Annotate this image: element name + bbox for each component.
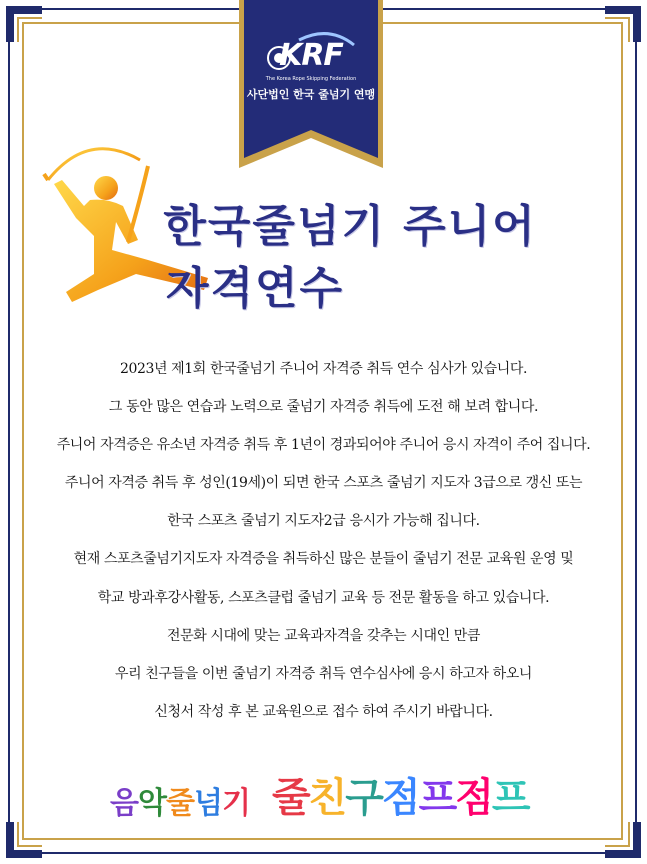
page-title: 한국줄넘기 주니어 (163, 201, 537, 252)
krf-logo-text: KRF (279, 38, 343, 73)
brand-jul-chingu-jump-jump: 줄친구점프점프 (272, 775, 529, 821)
corner-ornament-top-right (601, 2, 645, 46)
body-line: 전문화 시대에 맞는 교육과자격을 갖추는 시대인 만큼 (166, 627, 481, 644)
body-line: 현재 스포츠줄넘기지도자 자격증을 취득하신 많은 분들이 줄넘기 전문 교육원 운영 및 (73, 551, 574, 568)
body-line: 신청서 작성 후 본 교육원으로 접수 하여 주시기 바랍니다. (154, 703, 493, 720)
logo-banner (239, 0, 383, 170)
corner-ornament-top-left (2, 2, 46, 46)
body-line: 2023년 제1회 한국줄넘기 주니어 자격증 취득 연수 심사가 있습니다. (119, 361, 528, 377)
org-name-en: The Korea Rope Skipping Federation (265, 76, 357, 82)
page-subtitle: 자격연수 (165, 263, 344, 314)
body-line: 그 동안 많은 연습과 노력으로 줄넘기 자격증 취득에 도전 해 보려 합니다. (108, 399, 539, 416)
body-line: 우리 친구들을 이번 줄넘기 자격증 취득 연수심사에 응시 하고자 하오니 (114, 665, 533, 682)
brand-music-jumprope: 음악줄넘기 (110, 786, 250, 821)
footer-brands (0, 766, 647, 826)
body-line: 학교 방과후강사활동, 스포츠클럽 줄넘기 교육 등 전문 활동을 하고 있습니다. (97, 589, 550, 606)
krf-logo (239, 38, 383, 73)
announcement-body (20, 350, 627, 731)
body-line: 주니어 자격증 취득 후 성인(19세)이 되면 한국 스포츠 줄넘기 지도자 3급으로 갱신 또는 (64, 475, 583, 492)
body-line: 주니어 자격증은 유소년 자격증 취득 후 1년이 경과되어야 주니어 응시 자격이 주어 집니다. (56, 437, 591, 454)
body-line: 한국 스포츠 줄넘기 지도자2급 응시가 가능해 집니다. (167, 513, 480, 530)
org-name-ko: 사단법인 한국 줄넘기 연맹 (246, 88, 376, 101)
